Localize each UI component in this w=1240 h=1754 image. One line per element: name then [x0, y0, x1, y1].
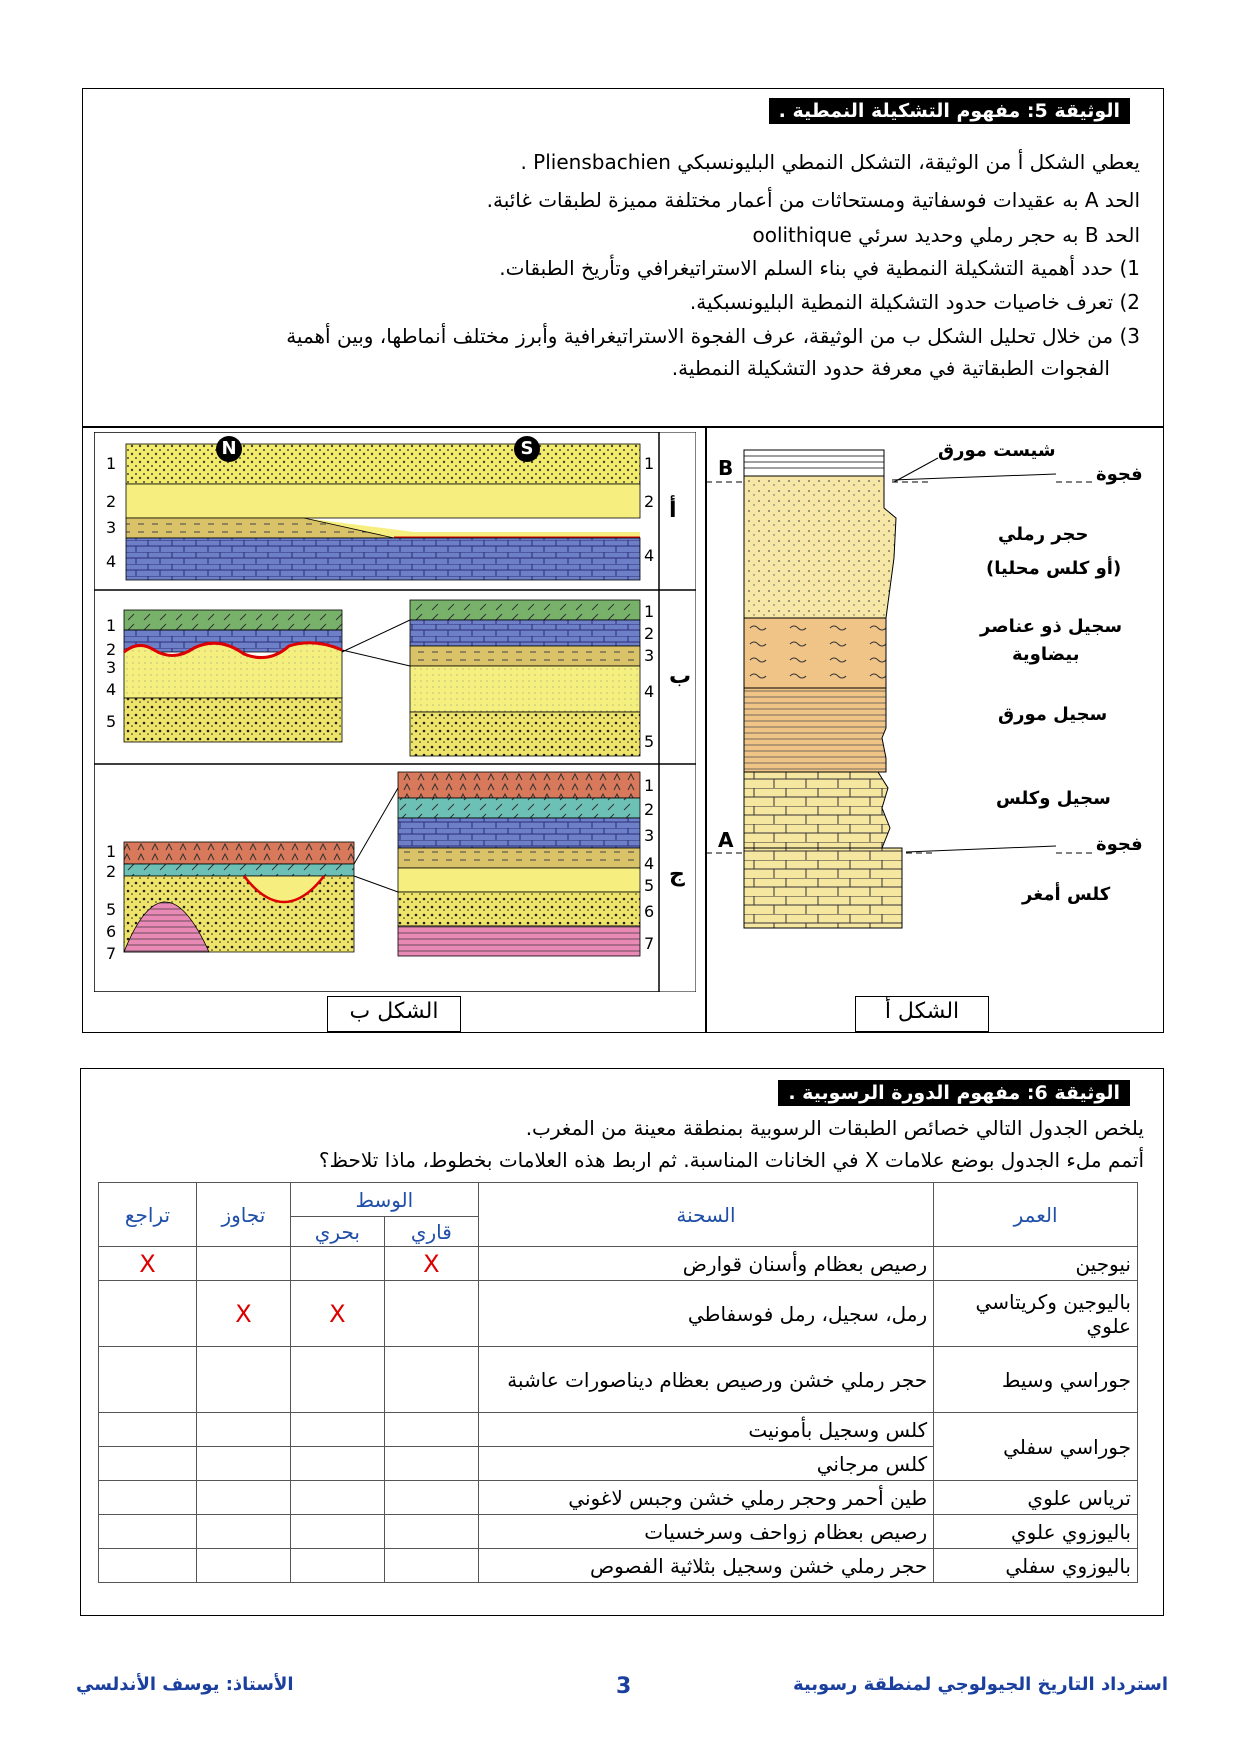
question-2: 2) تعرف خاصيات حدود التشكيلة النمطية البليونسبكية. — [689, 290, 1140, 314]
layer-number: 1 — [644, 776, 655, 795]
continental-cell[interactable] — [384, 1549, 478, 1583]
marine-cell[interactable] — [290, 1481, 384, 1515]
figure-b-drawing — [94, 432, 696, 992]
continental-cell[interactable]: X — [384, 1247, 478, 1281]
regression-cell[interactable]: X — [99, 1247, 197, 1281]
header-facies: السحنة — [478, 1183, 933, 1247]
document-5-line-1: يعطي الشكل أ من الوثيقة، التشكل النمطي البليونسبكي Pliensbachien . — [520, 150, 1140, 174]
layer-number: 4 — [106, 552, 117, 571]
facies-cell: كلس وسجيل بأمونيت — [478, 1413, 933, 1447]
age-cell: باليوزوي سفلي — [934, 1549, 1138, 1583]
continental-cell[interactable] — [384, 1515, 478, 1549]
layer-number: 3 — [106, 518, 117, 537]
age-cell: باليوجين وكريتاسي علوي — [934, 1281, 1138, 1347]
layer-number: 7 — [106, 944, 117, 963]
layer-number: 5 — [106, 712, 117, 731]
transgression-cell[interactable] — [196, 1549, 290, 1583]
facies-cell: حجر رملي خشن ورصيص بعظام ديناصورات عاشبة — [478, 1347, 933, 1413]
question-1: 1) حدد أهمية التشكيلة النمطية في بناء السلم الاستراتيغرافي وتأريخ الطبقات. — [499, 256, 1140, 280]
layer-number: 1 — [644, 602, 655, 621]
south-marker: S — [514, 436, 540, 462]
question-3-continued: الفجوات الطبقاتية في معرفة حدود التشكيلة النمطية. — [671, 356, 1110, 380]
footer-teacher: الأستاذ: يوسف الأندلسي — [76, 1674, 294, 1695]
marine-cell[interactable] — [290, 1347, 384, 1413]
layer-number: 4 — [644, 854, 655, 873]
facies-cell: كلس مرجاني — [478, 1447, 933, 1481]
document-5-line-2: الحد A به عقيدات فوسفاتية ومستحاثات من أعمار مختلفة مميزة لطبقات غائبة. — [486, 188, 1140, 212]
figure-b-caption: الشكل ب — [327, 996, 461, 1032]
document-5-title: الوثيقة 5: مفهوم التشكيلة النمطية . — [769, 98, 1130, 124]
table-row — [99, 1549, 1138, 1583]
ovoid-shale-label: سجيل ذو عناصر — [980, 616, 1123, 637]
layer-number: 1 — [644, 454, 655, 473]
limit-b-label: B — [718, 456, 734, 480]
row-letter-a: أ — [669, 498, 677, 523]
header-regression: تراجع — [99, 1183, 197, 1247]
regression-cell[interactable] — [99, 1549, 197, 1583]
age-cell: جوراسي وسيط — [934, 1347, 1138, 1413]
sedimentary-cycle-table — [98, 1182, 1138, 1583]
footer-page-number: 3 — [616, 1674, 632, 1699]
layer-number: 1 — [106, 616, 117, 635]
transgression-cell[interactable] — [196, 1481, 290, 1515]
sandstone-label: حجر رملي — [998, 524, 1089, 545]
figure-b — [94, 432, 696, 992]
regression-cell[interactable] — [99, 1481, 197, 1515]
header-transgression: تجاوز — [196, 1183, 290, 1247]
layer-number: 3 — [644, 646, 655, 665]
layer-number: 1 — [106, 454, 117, 473]
layer-number: 4 — [644, 682, 655, 701]
age-cell: ترياس علوي — [934, 1481, 1138, 1515]
transgression-cell[interactable]: X — [196, 1281, 290, 1347]
marine-cell[interactable] — [290, 1549, 384, 1583]
continental-cell[interactable] — [384, 1447, 478, 1481]
table-row — [99, 1515, 1138, 1549]
facies-cell: طين أحمر وحجر رملي خشن وجبس لاغوني — [478, 1481, 933, 1515]
transgression-cell[interactable] — [196, 1447, 290, 1481]
header-continental: قاري — [384, 1217, 478, 1247]
ovoid-shale-label-2: بيضاوية — [1012, 644, 1080, 665]
age-cell: نيوجين — [934, 1247, 1138, 1281]
layer-number: 5 — [106, 900, 117, 919]
header-age: العمر — [934, 1183, 1138, 1247]
header-medium: الوسط — [290, 1183, 478, 1217]
marine-cell[interactable] — [290, 1413, 384, 1447]
layer-number: 5 — [644, 732, 655, 751]
layer-number: 4 — [106, 680, 117, 699]
continental-cell[interactable] — [384, 1281, 478, 1347]
document-6-intro-1: يلخص الجدول التالي خصائص الطبقات الرسوبية بمنطقة معينة من المغرب. — [525, 1116, 1144, 1140]
layer-number: 2 — [106, 492, 117, 511]
table-row — [99, 1247, 1138, 1281]
layer-number: 6 — [106, 922, 117, 941]
table-row — [99, 1413, 1138, 1447]
shale-limestone-label: سجيل وكلس — [996, 788, 1111, 809]
footer-course-title: استرداد التاريخ الجيولوجي لمنطقة رسوبية — [793, 1674, 1168, 1695]
regression-cell[interactable] — [99, 1447, 197, 1481]
facies-cell: حجر رملي خشن وسجيل بثلاثية الفصوص — [478, 1549, 933, 1583]
table-row — [99, 1347, 1138, 1413]
layer-number: 1 — [106, 842, 117, 861]
stratigraphic-column — [706, 428, 1162, 1032]
limestone-local-label: (أو كلس محليا) — [986, 558, 1122, 579]
table-row — [99, 1281, 1138, 1347]
layer-number: 2 — [106, 640, 117, 659]
regression-cell[interactable] — [99, 1413, 197, 1447]
continental-cell[interactable] — [384, 1413, 478, 1447]
header-marine: بحري — [290, 1217, 384, 1247]
regression-cell[interactable] — [99, 1347, 197, 1413]
layer-number: 2 — [106, 862, 117, 881]
regression-cell[interactable] — [99, 1281, 197, 1347]
regression-cell[interactable] — [99, 1515, 197, 1549]
document-6-intro-2: أتمم ملء الجدول بوضع علامات X في الخانات المناسبة. ثم اربط هذه العلامات بخطوط، ماذا تلاحظ؟ — [318, 1148, 1144, 1172]
north-marker: N — [216, 436, 242, 462]
figure-a — [706, 428, 1162, 1032]
figure-a-caption: الشكل أ — [855, 996, 989, 1032]
laminated-schist-label: شيست مورق — [938, 440, 1056, 461]
layer-number: 2 — [644, 624, 655, 643]
transgression-cell[interactable] — [196, 1413, 290, 1447]
marine-cell[interactable] — [290, 1247, 384, 1281]
limit-a-label: A — [718, 828, 734, 852]
document-6-title: الوثيقة 6: مفهوم الدورة الرسوبية . — [778, 1080, 1130, 1106]
layer-number: 2 — [644, 492, 655, 511]
facies-cell: رمل، سجيل، رمل فوسفاطي — [478, 1281, 933, 1347]
document-5-line-3: الحد B به حجر رملي وحديد سرئي oolithique — [752, 223, 1140, 247]
gap-label-bottom: فجوة — [1096, 834, 1143, 855]
layer-number: 4 — [644, 546, 655, 565]
gap-label-top: فجوة — [1096, 464, 1143, 485]
transgression-cell[interactable] — [196, 1515, 290, 1549]
layer-number: 2 — [644, 800, 655, 819]
marine-cell[interactable]: X — [290, 1281, 384, 1347]
question-3: 3) من خلال تحليل الشكل ب من الوثيقة، عرف الفجوة الاستراتيغرافية وأبرز مختلف أنماطها، وبين أهمية — [286, 324, 1140, 348]
continental-cell[interactable] — [384, 1481, 478, 1515]
transgression-cell[interactable] — [196, 1347, 290, 1413]
red-limestone-label: كلس أمغر — [1022, 884, 1111, 905]
age-cell: جوراسي سفلي — [934, 1413, 1138, 1481]
facies-cell: رصيص بعظام زواحف وسرخسيات — [478, 1515, 933, 1549]
layer-number: 7 — [644, 934, 655, 953]
layer-number: 6 — [644, 902, 655, 921]
layer-number: 3 — [644, 826, 655, 845]
facies-cell: رصيص بعظام وأسنان قوارض — [478, 1247, 933, 1281]
marine-cell[interactable] — [290, 1447, 384, 1481]
layer-number: 5 — [644, 876, 655, 895]
transgression-cell[interactable] — [196, 1247, 290, 1281]
layer-number: 3 — [106, 658, 117, 677]
age-cell: باليوزوي علوي — [934, 1515, 1138, 1549]
laminated-shale-label: سجيل مورق — [998, 704, 1108, 725]
row-letter-b: ب — [669, 664, 692, 689]
continental-cell[interactable] — [384, 1347, 478, 1413]
table-row — [99, 1481, 1138, 1515]
marine-cell[interactable] — [290, 1515, 384, 1549]
row-letter-c: ج — [669, 862, 685, 887]
